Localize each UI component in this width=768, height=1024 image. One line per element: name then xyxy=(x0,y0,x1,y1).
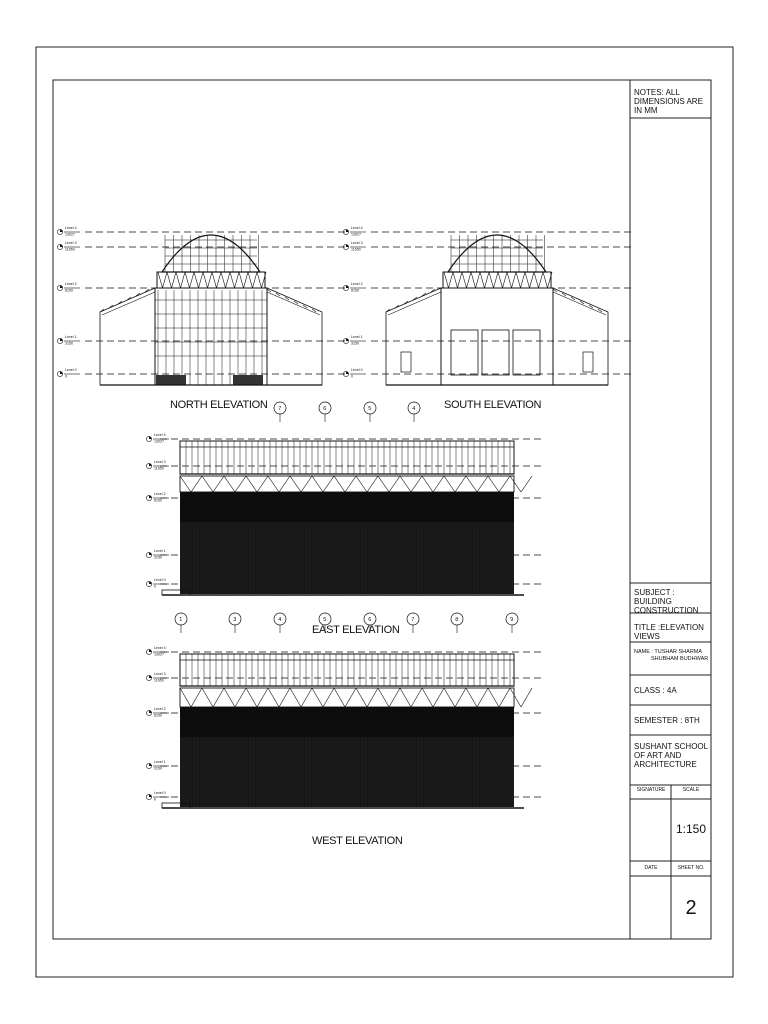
truss-diag xyxy=(334,688,345,707)
dome-truss xyxy=(253,272,258,288)
level-value: 3150 xyxy=(351,341,359,346)
north-elevation-title: NORTH ELEVATION xyxy=(170,399,268,411)
roof-band xyxy=(180,441,514,474)
sheet-no-label: SHEET NO. xyxy=(677,865,705,871)
level-marker xyxy=(57,226,80,237)
truss-diag xyxy=(400,476,411,492)
level-value: 13027 xyxy=(154,439,164,444)
truss-diag xyxy=(180,688,191,707)
shutter-door xyxy=(482,330,509,375)
level-symbol-fill xyxy=(60,244,63,247)
dome-truss xyxy=(489,272,494,288)
dome-truss xyxy=(226,272,231,288)
shutter-door xyxy=(513,330,540,375)
level-marker xyxy=(343,282,366,293)
truss-diag xyxy=(345,688,356,707)
truss-diag xyxy=(312,688,323,707)
truss-diag xyxy=(367,688,378,707)
level-symbol-fill xyxy=(149,675,152,678)
dome-truss xyxy=(190,272,195,288)
truss-diag xyxy=(367,476,378,492)
level-value: 8150 xyxy=(154,498,162,503)
name-line-2: SHUBHAM BUDHWAR xyxy=(651,656,709,662)
truss-diag xyxy=(246,476,257,492)
truss-diag xyxy=(323,688,334,707)
grid-label: 6 xyxy=(368,617,372,623)
grid-label: 1 xyxy=(179,617,183,623)
level-value: 3150 xyxy=(65,341,73,346)
truss-diag xyxy=(499,688,510,707)
level-value: 13027 xyxy=(351,232,361,237)
level-marker xyxy=(146,460,169,471)
level-symbol-fill xyxy=(60,338,63,341)
level-symbol-fill xyxy=(149,763,152,766)
level-symbol-fill xyxy=(346,371,349,374)
grid-label: 8 xyxy=(455,617,459,623)
level-name: Level 3 xyxy=(351,241,363,245)
dome-truss xyxy=(444,272,449,288)
truss-diag xyxy=(433,476,444,492)
truss-diag xyxy=(488,688,499,707)
level-symbol-fill xyxy=(346,285,349,288)
side-door xyxy=(401,352,411,372)
wing-roof xyxy=(102,292,155,315)
truss-diag xyxy=(499,476,510,492)
level-marker xyxy=(146,791,169,802)
truss-diag xyxy=(510,476,521,492)
level-symbol-fill xyxy=(60,371,63,374)
truss-diag xyxy=(202,476,213,492)
dark-fascia xyxy=(180,492,514,522)
truss-diag xyxy=(235,688,246,707)
dome-truss xyxy=(203,272,208,288)
truss-diag xyxy=(510,688,521,707)
level-value: 13027 xyxy=(65,232,75,237)
grid-label: 7 xyxy=(411,617,415,623)
level-value: 0 xyxy=(154,797,156,802)
level-name: Level 3 xyxy=(65,241,77,245)
dome-truss xyxy=(480,272,485,288)
dome-truss xyxy=(230,272,235,288)
level-value: 11650 xyxy=(154,678,164,683)
dome-truss xyxy=(512,272,517,288)
level-marker xyxy=(146,578,169,589)
scale-label: SCALE xyxy=(682,787,700,793)
level-marker xyxy=(146,672,169,683)
subject-text: SUBJECT : BUILDING CONSTRUCTION xyxy=(634,588,699,616)
class-text: CLASS : 4A xyxy=(634,686,677,695)
dome-truss xyxy=(534,272,539,288)
truss-row xyxy=(180,688,514,707)
scale-value: 1:150 xyxy=(675,822,707,836)
right-wing xyxy=(553,288,608,385)
dome-truss xyxy=(239,272,244,288)
level-name: Level 2 xyxy=(154,707,166,711)
school-text: SUSHANT SCHOOL OF ART AND ARCHITECTURE xyxy=(634,742,708,770)
level-name: Level 3 xyxy=(154,672,166,676)
truss-diag xyxy=(180,476,191,492)
level-value: 0 xyxy=(351,374,353,379)
west-elevation-title: WEST ELEVATION xyxy=(312,835,403,847)
dome-truss xyxy=(503,272,508,288)
main-block xyxy=(155,288,267,385)
north-elevation xyxy=(57,226,345,385)
level-marker xyxy=(343,226,366,237)
truss-diag xyxy=(290,688,301,707)
south-elevation xyxy=(343,226,631,385)
right-wing xyxy=(267,288,322,385)
level-name: Level 0 xyxy=(154,791,166,795)
level-value: 8150 xyxy=(154,713,162,718)
level-name: Level 1 xyxy=(154,549,166,553)
truss-diag xyxy=(224,476,235,492)
truss-diag xyxy=(378,688,389,707)
level-name: Level 4 xyxy=(65,226,77,230)
side-door xyxy=(583,352,593,372)
shutter-door xyxy=(451,330,478,375)
level-name: Level 1 xyxy=(65,335,77,339)
level-name: Level 2 xyxy=(154,492,166,496)
level-symbol-fill xyxy=(149,710,152,713)
level-marker xyxy=(146,492,169,503)
level-name: Level 0 xyxy=(65,368,77,372)
dome-truss xyxy=(458,272,463,288)
truss-diag xyxy=(257,688,268,707)
grid-label: 6 xyxy=(323,406,327,412)
level-marker xyxy=(343,368,366,379)
dome-truss xyxy=(543,272,548,288)
dome-truss xyxy=(194,272,199,288)
left-wing xyxy=(386,288,441,385)
grid-label: 9 xyxy=(510,617,514,623)
level-value: 8150 xyxy=(65,288,73,293)
truss-diag xyxy=(455,476,466,492)
truss-diag xyxy=(466,688,477,707)
level-symbol-fill xyxy=(149,649,152,652)
level-symbol-fill xyxy=(149,495,152,498)
level-name: Level 1 xyxy=(154,760,166,764)
truss-diag xyxy=(246,688,257,707)
level-name: Level 1 xyxy=(351,335,363,339)
dome-truss xyxy=(525,272,530,288)
dome xyxy=(448,235,546,272)
dome-truss xyxy=(208,272,213,288)
truss-diag xyxy=(389,476,400,492)
truss-diag xyxy=(521,688,532,707)
truss-diag xyxy=(411,476,422,492)
grid-label: 5 xyxy=(368,406,372,412)
level-symbol-fill xyxy=(149,463,152,466)
truss-diag xyxy=(301,688,312,707)
signature-label: SIGNATURE xyxy=(636,787,666,793)
wing-roof xyxy=(388,292,441,315)
truss-diag xyxy=(356,476,367,492)
dome-truss xyxy=(485,272,490,288)
level-value: 0 xyxy=(154,584,156,589)
level-value: 11650 xyxy=(154,466,164,471)
title-text: TITLE :ELEVATION VIEWS xyxy=(634,623,704,642)
truss-diag xyxy=(290,476,301,492)
dome-truss xyxy=(453,272,458,288)
dark-fascia xyxy=(180,707,514,737)
truss-diag xyxy=(411,688,422,707)
dome-truss xyxy=(449,272,454,288)
date-label: DATE xyxy=(644,865,658,871)
dome-truss xyxy=(521,272,526,288)
dome xyxy=(162,235,260,272)
truss-diag xyxy=(488,476,499,492)
level-marker xyxy=(146,646,169,657)
dome-truss xyxy=(248,272,253,288)
dome-truss xyxy=(176,272,181,288)
level-marker xyxy=(57,335,80,346)
truss-diag xyxy=(191,476,202,492)
truss-diag xyxy=(444,476,455,492)
truss-diag xyxy=(345,476,356,492)
level-marker xyxy=(57,282,80,293)
dome-truss xyxy=(199,272,204,288)
truss-diag xyxy=(400,688,411,707)
dome-truss xyxy=(507,272,512,288)
dome-truss xyxy=(476,272,481,288)
level-value: 3150 xyxy=(154,555,162,560)
truss-diag xyxy=(455,688,466,707)
level-name: Level 4 xyxy=(351,226,363,230)
level-name: Level 0 xyxy=(351,368,363,372)
roof-band xyxy=(180,654,514,686)
dome-truss xyxy=(530,272,535,288)
south-elevation-title: SOUTH ELEVATION xyxy=(444,399,542,411)
wing-roof xyxy=(553,292,606,315)
truss-diag xyxy=(422,688,433,707)
dome-truss xyxy=(244,272,249,288)
truss-diag xyxy=(389,688,400,707)
level-symbol-fill xyxy=(149,552,152,555)
dome-truss xyxy=(462,272,467,288)
dome-truss xyxy=(235,272,240,288)
level-name: Level 2 xyxy=(65,282,77,286)
level-symbol-fill xyxy=(149,581,152,584)
grid-label: 3 xyxy=(233,617,237,623)
truss-diag xyxy=(202,688,213,707)
left-wing xyxy=(100,288,155,385)
level-symbol-fill xyxy=(346,229,349,232)
dome-truss xyxy=(467,272,472,288)
level-name: Level 0 xyxy=(154,578,166,582)
truss-diag xyxy=(213,688,224,707)
dome-truss xyxy=(163,272,168,288)
level-symbol-fill xyxy=(60,229,63,232)
level-symbol-fill xyxy=(346,244,349,247)
truss-diag xyxy=(235,476,246,492)
level-name: Level 3 xyxy=(154,460,166,464)
truss-diag xyxy=(301,476,312,492)
level-value: 13027 xyxy=(154,652,164,657)
truss-diag xyxy=(279,688,290,707)
truss-diag xyxy=(312,476,323,492)
dome-truss xyxy=(167,272,172,288)
dome-truss xyxy=(494,272,499,288)
truss-diag xyxy=(191,688,202,707)
level-value: 0 xyxy=(65,374,67,379)
name-line-1: NAME : TUSHAR SHARMA xyxy=(634,649,703,655)
level-symbol-fill xyxy=(149,436,152,439)
level-symbol-fill xyxy=(149,794,152,797)
level-marker xyxy=(343,241,366,252)
truss-diag xyxy=(521,476,532,492)
dome-truss xyxy=(217,272,222,288)
truss-diag xyxy=(378,476,389,492)
sheet-no-value: 2 xyxy=(685,897,697,919)
truss-diag xyxy=(257,476,268,492)
east-elevation xyxy=(146,402,545,595)
title-block xyxy=(630,80,711,939)
grid-label: 4 xyxy=(278,617,282,623)
level-value: 11650 xyxy=(351,247,361,252)
level-marker xyxy=(146,549,169,560)
level-value: 8150 xyxy=(351,288,359,293)
level-marker xyxy=(57,241,80,252)
semester-text: SEMESTER : 8TH xyxy=(634,716,700,725)
truss-diag xyxy=(323,476,334,492)
dome-truss xyxy=(257,272,262,288)
west-elevation xyxy=(146,613,545,808)
truss-diag xyxy=(477,476,488,492)
level-marker xyxy=(146,760,169,771)
louver-wall xyxy=(180,737,514,807)
level-marker xyxy=(343,335,366,346)
grid-label: 4 xyxy=(412,406,416,412)
main-block xyxy=(441,288,553,385)
truss-diag xyxy=(422,476,433,492)
truss-diag xyxy=(268,476,279,492)
truss-diag xyxy=(268,688,279,707)
dome-truss xyxy=(212,272,217,288)
level-marker xyxy=(57,368,80,379)
dome-truss xyxy=(516,272,521,288)
base-shrub xyxy=(233,375,263,385)
truss-diag xyxy=(444,688,455,707)
level-value: 3150 xyxy=(154,766,162,771)
level-name: Level 4 xyxy=(154,646,166,650)
grid-label: 7 xyxy=(278,406,282,412)
base-shrub xyxy=(156,375,186,385)
level-symbol-fill xyxy=(346,338,349,341)
dome-truss xyxy=(498,272,503,288)
wing-roof xyxy=(267,292,320,315)
truss-diag xyxy=(433,688,444,707)
dome-truss xyxy=(185,272,190,288)
level-marker xyxy=(146,433,169,444)
grid-label: 5 xyxy=(323,617,327,623)
truss-diag xyxy=(466,476,477,492)
truss-diag xyxy=(279,476,290,492)
dome-truss xyxy=(539,272,544,288)
level-name: Level 2 xyxy=(351,282,363,286)
level-name: Level 4 xyxy=(154,433,166,437)
truss-diag xyxy=(224,688,235,707)
truss-diag xyxy=(334,476,345,492)
east-elevation-title: EAST ELEVATION xyxy=(312,624,400,636)
louver-wall xyxy=(180,522,514,594)
level-value: 11650 xyxy=(65,247,75,252)
dome-truss xyxy=(471,272,476,288)
truss-diag xyxy=(477,688,488,707)
dome-truss xyxy=(158,272,163,288)
dome-truss xyxy=(172,272,177,288)
level-symbol-fill xyxy=(60,285,63,288)
level-marker xyxy=(146,707,169,718)
dome-truss xyxy=(181,272,186,288)
truss-diag xyxy=(213,476,224,492)
notes-text: NOTES: ALL DIMENSIONS ARE IN MM xyxy=(634,88,703,116)
dome-truss xyxy=(221,272,226,288)
truss-diag xyxy=(356,688,367,707)
